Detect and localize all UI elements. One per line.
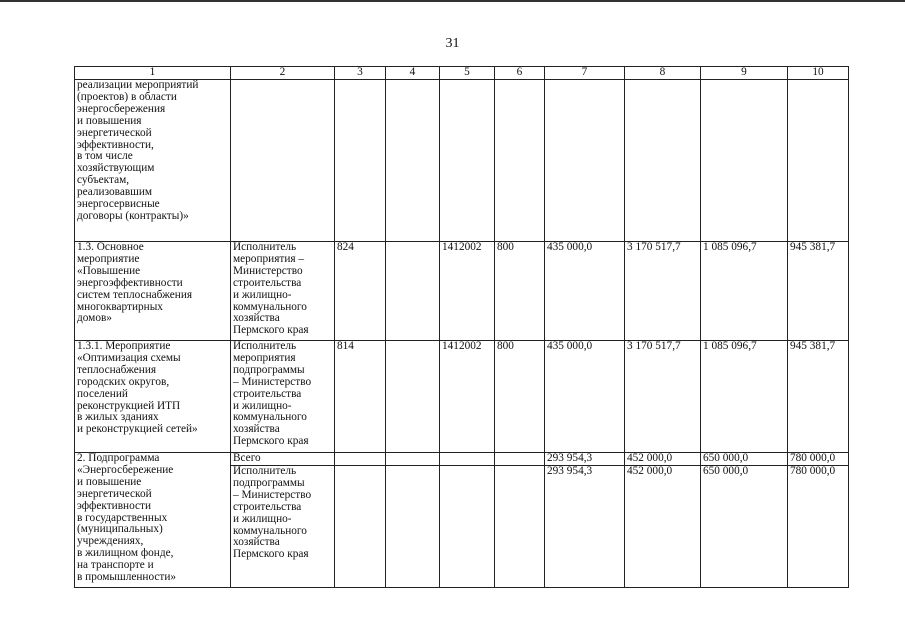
row-cell-4	[386, 242, 440, 341]
table-row	[75, 341, 849, 453]
row-description: реализации мероприятий (проектов) в области энергосбережения и повышения энергетической эффективности, в том числе хозяйствующим субъектам, реализовавшим энергосервисные договоры (контракты)»	[75, 80, 231, 242]
row-cell-8	[625, 80, 701, 242]
row-cell-4	[386, 341, 440, 453]
header-col-5: 5	[440, 67, 495, 80]
row-cell-8: 3 170 517,7	[625, 242, 701, 341]
row-executor	[231, 80, 335, 242]
scan-top-edge	[0, 0, 905, 2]
row-executor: Исполнитель подпрограммы – Министерство строительства и жилищно- коммунального хозяйства Пермского края	[231, 466, 335, 588]
row-cell-6	[495, 453, 545, 466]
row-executor: Исполнитель мероприятия – Министерство строительства и жилищно- коммунального хозяйства Пермского края	[231, 242, 335, 341]
row-cell-7	[545, 80, 625, 242]
row-cell-6: 800	[495, 341, 545, 453]
header-col-8: 8	[625, 67, 701, 80]
row-cell-5	[440, 453, 495, 466]
row-cell-8: 452 000,0	[625, 466, 701, 588]
row-cell-3	[335, 466, 386, 588]
row-executor: Исполнитель мероприятия подпрограммы – Министерство строительства и жилищно- коммунального хозяйства Пермского края	[231, 341, 335, 453]
row-cell-4	[386, 466, 440, 588]
row-cell-7: 435 000,0	[545, 341, 625, 453]
row-cell-6	[495, 466, 545, 588]
row-description: 1.3.1. Мероприятие «Оптимизация схемы теплоснабжения городских округов, поселений реконструкцией ИТП в жилых зданиях и реконструкцией сетей»	[75, 341, 231, 453]
row-cell-3: 814	[335, 341, 386, 453]
row-cell-4	[386, 453, 440, 466]
row-description: 1.3. Основное мероприятие «Повышение энергоэффективности систем теплоснабжения многоквартирных домов»	[75, 242, 231, 341]
budget-table	[74, 66, 849, 588]
row-cell-5: 1412002	[440, 341, 495, 453]
row-cell-3	[335, 453, 386, 466]
header-col-4: 4	[386, 67, 440, 80]
row-cell-7: 293 954,3	[545, 453, 625, 466]
page-number: 31	[445, 36, 460, 51]
header-col-6: 6	[495, 67, 545, 80]
row-cell-5: 1412002	[440, 242, 495, 341]
row-cell-10: 780 000,0	[788, 466, 849, 588]
row-cell-9: 1 085 096,7	[701, 341, 788, 453]
row-cell-10	[788, 80, 849, 242]
row-cell-9: 650 000,0	[701, 466, 788, 588]
row-cell-6	[495, 80, 545, 242]
row-cell-9: 1 085 096,7	[701, 242, 788, 341]
header-col-1: 1	[75, 67, 231, 80]
row-cell-6: 800	[495, 242, 545, 341]
table-row	[75, 242, 849, 341]
row-cell-7: 435 000,0	[545, 242, 625, 341]
row-total-label: Всего	[231, 453, 335, 466]
row-cell-9	[701, 80, 788, 242]
row-cell-10: 945 381,7	[788, 242, 849, 341]
header-col-3: 3	[335, 67, 386, 80]
row-cell-7: 293 954,3	[545, 466, 625, 588]
table-row	[75, 453, 849, 466]
row-cell-8: 3 170 517,7	[625, 341, 701, 453]
row-cell-10: 780 000,0	[788, 453, 849, 466]
row-cell-8: 452 000,0	[625, 453, 701, 466]
row-cell-5	[440, 466, 495, 588]
header-col-2: 2	[231, 67, 335, 80]
row-cell-3: 824	[335, 242, 386, 341]
row-cell-10: 945 381,7	[788, 341, 849, 453]
row-cell-4	[386, 80, 440, 242]
header-col-7: 7	[545, 67, 625, 80]
header-col-9: 9	[701, 67, 788, 80]
row-cell-3	[335, 80, 386, 242]
row-description: 2. Подпрограмма «Энергосбережение и повышение энергетической эффективности в государственных (муниципальных) учреждениях, в жилищном фонде, на транспорте и в промышленности»	[75, 453, 231, 588]
row-cell-9: 650 000,0	[701, 453, 788, 466]
table-row	[75, 80, 849, 242]
header-col-10: 10	[788, 67, 849, 80]
header-row	[75, 67, 849, 80]
row-cell-5	[440, 80, 495, 242]
